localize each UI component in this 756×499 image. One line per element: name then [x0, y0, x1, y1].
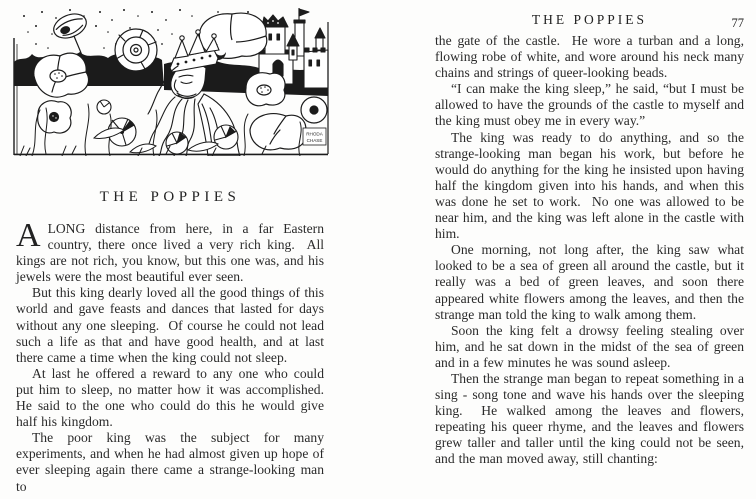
paragraph: One morning, not long after, the king saw what looked to be a sea of green all around the castle, but it really was a bed of green leaves, and soon there appeared white flowers among the leaves, and then the strange man told the king to walk among them. — [435, 242, 748, 322]
paragraph: But this king dearly loved all the good things of this world and gave feasts and dances that lasted for days without any one sleeping. Of course he could not lead such a life as that and have good health, and at last there came a time when the king could not sleep. — [16, 285, 328, 365]
paragraph: The king was ready to do anything, and so the strange-looking man began his work, but before he would do anything for the king he insisted upon having half the kingdom given into his hands, and when this was done he set to work. No one was allowed to be near him, and the king was left alone in the castle with him. — [435, 129, 748, 242]
paragraph-text: LONG distance from here, in a far Eastern country, there once lived a very rich king. All kings are not rich, you know, but this one was, and his jewels were the most beautiful ever seen. — [16, 221, 328, 285]
paragraph: At last he offered a reward to any one who could put him to sleep, no matter how it was accomplished. He said to the one who could do this he would give half his kingdom. — [16, 365, 332, 430]
paragraph: Soon the king felt a drowsy feeling stealing over him, and he sat down in the midst of the sea of green and in a few minutes he was sound asleep. — [435, 322, 748, 370]
artist-signature — [303, 128, 326, 145]
paragraph: The poor king was the subject for many experiments, and when he had almost given up hope of ever sleeping again there came a strange-looking man to — [16, 430, 328, 494]
right-page-text — [435, 33, 748, 468]
poppies-king-castle-art — [12, 4, 330, 156]
paragraph: “I can make the king sleep,” he said, “but I must be allowed to have the grounds of the castle to myself and the king must obey me in every way.” — [435, 81, 748, 129]
poppies-illustration — [12, 4, 330, 156]
signature-line2: CHASE — [306, 138, 323, 143]
paragraph — [16, 217, 328, 285]
paragraph: the gate of the castle. He wore a turban and a long, flowing robe of white, and wore around his neck many chains and strings of queer-looking beads. — [435, 33, 748, 81]
running-header — [435, 12, 744, 30]
paragraph: Then the strange man began to repeat something in a sing - song tone and wave his hands over the sleeping king. He walked among the leaves and flowers, repeating his queer rhyme, and the leaves and flowers grew taller and taller until the king could not be seen, and the man moved away, still chanting: — [435, 370, 748, 467]
page-number: 77 — [731, 16, 744, 30]
drop-cap: A — [16, 217, 41, 254]
signature-line1: RHODA — [306, 131, 323, 137]
left-page-text — [16, 217, 332, 495]
chapter-title: THE POPPIES — [99, 189, 241, 205]
right-page — [378, 0, 756, 499]
running-header-title: THE POPPIES — [531, 12, 648, 27]
